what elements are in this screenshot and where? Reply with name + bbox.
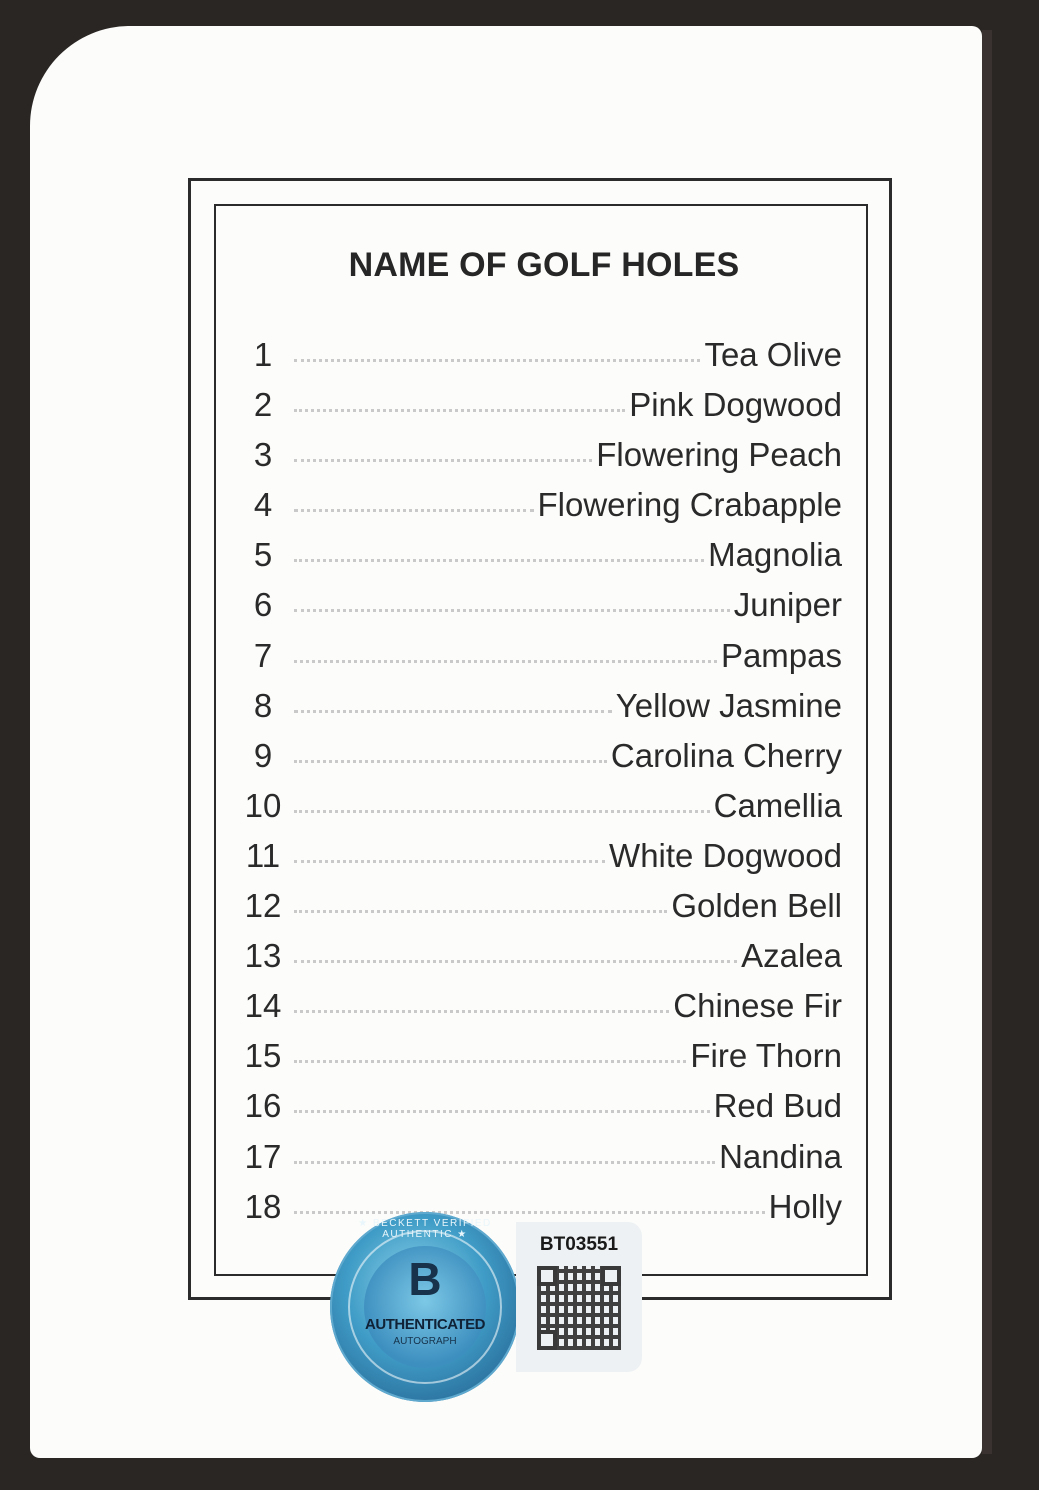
hole-number: 17 — [244, 1137, 282, 1175]
list-item — [238, 837, 842, 887]
hole-number: 11 — [245, 836, 281, 874]
hole-number: 5 — [253, 536, 273, 574]
hole-number: 16 — [244, 1087, 282, 1125]
dot-leader — [294, 910, 667, 913]
hole-name: Flowering Peach — [596, 436, 842, 474]
list-item — [238, 787, 842, 837]
hole-name: Nandina — [719, 1137, 842, 1175]
dot-leader — [294, 760, 607, 763]
dot-leader — [294, 559, 704, 562]
hole-number: 18 — [244, 1187, 282, 1225]
dot-leader — [294, 1161, 715, 1164]
hole-number: 4 — [253, 486, 273, 524]
page-title: NAME OF GOLF HOLES — [348, 246, 740, 284]
list-item — [238, 386, 842, 436]
dot-leader — [294, 710, 612, 713]
list-item — [238, 1138, 842, 1188]
hole-name: Juniper — [733, 586, 842, 624]
hole-name: Fire Thorn — [690, 1037, 842, 1075]
hole-name: Azalea — [741, 937, 842, 975]
hole-name: Golden Bell — [671, 887, 842, 925]
dot-leader — [294, 1060, 686, 1063]
list-item — [238, 436, 842, 486]
list-item — [238, 336, 842, 386]
dot-leader — [294, 1110, 710, 1113]
dot-leader — [294, 409, 625, 412]
seal-label: AUTHENTICATED — [365, 1316, 485, 1333]
dot-leader — [294, 509, 534, 512]
card-edge — [982, 30, 992, 1454]
hole-name: Flowering Crabapple — [537, 486, 842, 524]
hole-list — [238, 336, 842, 1238]
dot-leader — [294, 660, 717, 663]
hole-name: White Dogwood — [609, 836, 842, 874]
beckett-logo-icon: B — [408, 1253, 442, 1305]
hole-number: 6 — [253, 586, 273, 624]
hole-name: Carolina Cherry — [610, 736, 842, 774]
hole-name: Holly — [768, 1187, 842, 1225]
list-item — [238, 637, 842, 687]
dot-leader — [294, 860, 605, 863]
hole-name: Red Bud — [713, 1087, 842, 1125]
list-item — [238, 536, 842, 586]
list-item — [238, 887, 842, 937]
hole-name: Camellia — [713, 786, 842, 824]
hole-number: 7 — [253, 636, 273, 674]
list-item — [238, 586, 842, 636]
dot-leader — [294, 1211, 765, 1214]
seal-sublabel: AUTOGRAPH — [393, 1336, 457, 1347]
hole-name: Pampas — [720, 636, 842, 674]
hole-number: 12 — [244, 887, 282, 925]
dot-leader — [294, 960, 737, 963]
list-item — [238, 987, 842, 1037]
hole-number: 15 — [244, 1037, 282, 1075]
list-item — [238, 486, 842, 536]
list-item — [238, 1037, 842, 1087]
authentication-seal — [330, 1212, 520, 1402]
hole-number: 10 — [244, 786, 282, 824]
dot-leader — [294, 359, 700, 362]
list-item — [238, 687, 842, 737]
list-item — [238, 937, 842, 987]
hole-name: Tea Olive — [704, 336, 842, 373]
seal-ring-text: ★ BECKETT VERIFIED AUTHENTIC ★ — [358, 1218, 492, 1240]
hole-name: Chinese Fir — [673, 987, 842, 1025]
authentication-tag — [516, 1222, 642, 1372]
hole-name: Yellow Jasmine — [615, 686, 842, 724]
certificate-code: BT03551 — [539, 1234, 619, 1255]
hole-number: 14 — [244, 987, 282, 1025]
hole-number: 13 — [244, 937, 282, 975]
hole-number: 9 — [253, 736, 273, 774]
hole-number: 8 — [253, 686, 273, 724]
hole-name: Pink Dogwood — [629, 386, 842, 424]
dot-leader — [294, 609, 730, 612]
dot-leader — [294, 1010, 669, 1013]
dot-leader — [294, 459, 592, 462]
list-item — [238, 737, 842, 787]
hole-name: Magnolia — [708, 536, 842, 574]
hole-number: 3 — [253, 436, 273, 474]
hole-number: 2 — [253, 386, 273, 424]
dot-leader — [294, 810, 710, 813]
list-item — [238, 1087, 842, 1137]
hole-number: 1 — [253, 336, 273, 373]
qr-code-icon — [537, 1266, 621, 1350]
